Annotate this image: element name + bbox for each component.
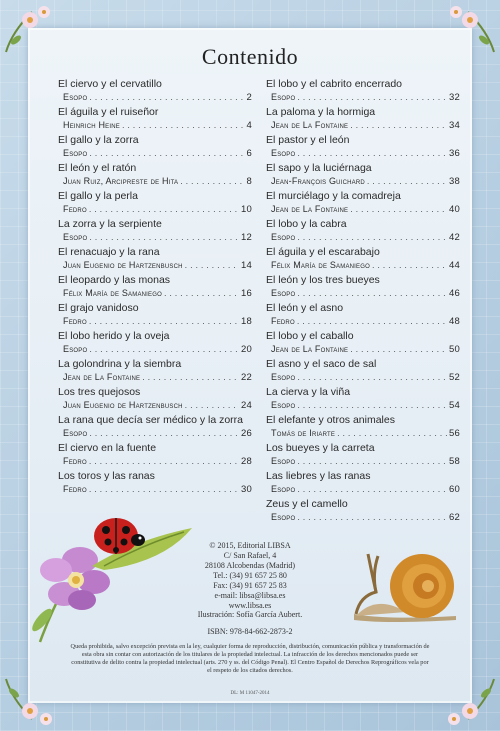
toc-entry-author-line (58, 91, 252, 104)
toc-entry[interactable] (266, 386, 460, 414)
toc-entry-page: 62 (449, 512, 460, 523)
toc-entry-author-line (266, 175, 460, 188)
toc-entry-author: Fedro (63, 456, 87, 466)
toc-entry-author: Esopo (271, 484, 296, 494)
toc-column-left (58, 78, 252, 498)
toc-entry-title: El águila y el escarabajo (266, 246, 380, 258)
toc-entry-page: 2 (246, 92, 252, 103)
dot-leader (297, 315, 447, 328)
toc-entry-page: 60 (449, 484, 460, 495)
toc-entry-author: Fedro (271, 316, 295, 326)
toc-entry-author-line (266, 203, 460, 216)
toc-entry-page: 54 (449, 400, 460, 411)
toc-entry-author: Jean de La Fontaine (271, 120, 349, 130)
dot-leader (122, 119, 245, 132)
toc-entry-title: El lobo y el cabrito encerrado (266, 78, 402, 90)
toc-entry-page: 46 (449, 288, 460, 299)
toc-entry-author-line (58, 371, 252, 384)
toc-entry-title: El asno y el saco de sal (266, 358, 377, 370)
toc-entry[interactable] (58, 470, 252, 498)
dot-leader (297, 483, 447, 496)
toc-entry[interactable] (266, 498, 460, 526)
toc-entry-author: Esopo (63, 232, 88, 242)
snail-illustration (346, 534, 466, 624)
toc-entry-page: 28 (241, 456, 252, 467)
legal-notice: Queda prohibida, salvo excepción prevista en la ley, cualquier forma de reproducción, distribución, comunicación pública y transformación de esta obra sin contar con autorización de los titulares de la propiedad intelectual. La infracción de los derechos mencionados puede ser constitutiva de delito contra la propiedad intelectual (arts. 270 y ss. del Código Penal). El Centro Español de Derechos Reprográficos vela por el respeto de los citados derechos. (70, 643, 430, 674)
dot-leader (350, 343, 447, 356)
toc-entry-author-line (266, 399, 460, 412)
imprint-line: 28108 Alcobendas (Madrid) (204, 561, 296, 570)
dot-leader (89, 483, 239, 496)
toc-entry-page: 38 (449, 176, 460, 187)
toc-entry-page: 42 (449, 232, 460, 243)
toc-entry-title: La rana que decía ser médico y la zorra (58, 414, 244, 426)
toc-entry-author-line (266, 259, 460, 272)
toc-entry-title: El ciervo en la fuente (58, 442, 157, 454)
dot-leader (297, 147, 447, 160)
dot-leader (185, 259, 239, 272)
dot-leader (89, 147, 244, 160)
imprint-line: Tel.: (34) 91 657 25 80 (213, 571, 287, 580)
toc-entry-author-line (266, 483, 460, 496)
toc-entry-author: Esopo (271, 288, 296, 298)
toc-entry-author-line (58, 259, 252, 272)
toc-entry-page: 16 (241, 288, 252, 299)
toc-entry[interactable] (58, 162, 252, 190)
toc-entry-title: La cierva y la viña (266, 386, 351, 398)
toc-entry-page: 30 (241, 484, 252, 495)
toc-entry[interactable] (266, 218, 460, 246)
toc-entry-title: El gallo y la zorra (58, 134, 139, 146)
toc-entry-title: El león y el ratón (58, 162, 137, 174)
dot-leader (89, 315, 239, 328)
toc-entry-title: El león y el asno (266, 302, 344, 314)
toc-entry-author: Jean de La Fontaine (271, 344, 349, 354)
toc-entry-author-line (58, 203, 252, 216)
toc-entry-author-line (58, 483, 252, 496)
toc-entry-author-line (266, 455, 460, 468)
toc-entry[interactable] (58, 274, 252, 302)
toc-entry-author-line (266, 511, 460, 524)
dot-leader (367, 175, 447, 188)
dot-leader (164, 287, 239, 300)
toc-entry-author-line (58, 315, 252, 328)
toc-entry[interactable] (58, 442, 252, 470)
toc-entry-page: 24 (241, 400, 252, 411)
isbn: ISBN: 978-84-662-2873-2 (207, 627, 293, 636)
toc-entry-author: Jean de La Fontaine (271, 204, 349, 214)
toc-entry-title: La paloma y la hormiga (266, 106, 376, 118)
dot-leader (185, 399, 239, 412)
toc-entry-page: 56 (449, 428, 460, 439)
toc-entry-title: Zeus y el camello (266, 498, 348, 510)
toc-entry-author: Esopo (271, 92, 296, 102)
toc-entry-author-line (266, 371, 460, 384)
toc-entry[interactable] (266, 190, 460, 218)
toc-entry-page: 6 (246, 148, 252, 159)
dot-leader (89, 427, 239, 440)
toc-entry-page: 18 (241, 316, 252, 327)
toc-entry-author: Juan Ruiz, Arcipreste de Hita (63, 176, 179, 186)
toc-entry-author-line (266, 343, 460, 356)
toc-entry-title: El elefante y otros animales (266, 414, 395, 426)
toc-entry-title: La zorra y la serpiente (58, 218, 162, 230)
dot-leader (89, 343, 239, 356)
toc-entry-title: El murciélago y la comadreja (266, 190, 401, 202)
toc-entry-author-line (58, 231, 252, 244)
toc-entry-author: Esopo (271, 372, 296, 382)
toc-entry-author: Esopo (271, 456, 296, 466)
dot-leader (297, 231, 447, 244)
page-title: Contenido (201, 44, 299, 69)
toc-entry-page: 40 (449, 204, 460, 215)
dot-leader (297, 371, 447, 384)
toc-entry-author-line (58, 175, 252, 188)
toc-entry-page: 12 (241, 232, 252, 243)
toc-entry-author: Esopo (63, 428, 88, 438)
toc-entry[interactable] (58, 330, 252, 358)
dot-leader (297, 287, 447, 300)
toc-entry[interactable] (266, 162, 460, 190)
toc-entry-page: 8 (246, 176, 252, 187)
toc-entry[interactable] (266, 442, 460, 470)
toc-entry-author: Heinrich Heine (63, 120, 120, 130)
imprint-line: Fax: (34) 91 657 25 83 (213, 581, 287, 590)
toc-entry-author-line (58, 343, 252, 356)
toc-entry[interactable] (58, 134, 252, 162)
toc-entry[interactable] (266, 302, 460, 330)
toc-column-right (266, 78, 460, 526)
toc-entry-page: 48 (449, 316, 460, 327)
toc-entry[interactable] (58, 414, 252, 442)
toc-entry-author-line (266, 147, 460, 160)
toc-entry[interactable] (58, 246, 252, 274)
imprint-line: © 2015, Editorial LIBSA (209, 541, 291, 550)
toc-entry-page: 22 (241, 372, 252, 383)
toc-entry[interactable] (58, 302, 252, 330)
toc-entry-title: Las liebres y las ranas (266, 470, 371, 482)
toc-entry-author-line (58, 147, 252, 160)
toc-entry-page: 58 (449, 456, 460, 467)
toc-entry[interactable] (58, 106, 252, 134)
dot-leader (297, 511, 447, 524)
toc-entry-author-line (266, 91, 460, 104)
toc-entry[interactable] (266, 470, 460, 498)
dot-leader (180, 175, 244, 188)
dot-leader (297, 455, 447, 468)
toc-entry-page: 32 (449, 92, 460, 103)
toc-entry-title: El lobo y el caballo (266, 330, 354, 342)
toc-entry-author-line (266, 231, 460, 244)
toc-entry-title: El lobo herido y la oveja (58, 330, 170, 342)
toc-entry-author: Esopo (271, 512, 296, 522)
toc-entry[interactable] (266, 134, 460, 162)
toc-entry[interactable] (266, 78, 460, 106)
dot-leader (89, 91, 244, 104)
toc-entry-page: 4 (246, 120, 252, 131)
floral-corner-icon (2, 675, 56, 729)
dot-leader (350, 203, 447, 216)
toc-entry-title: El lobo y la cabra (266, 218, 347, 230)
imprint-line: C/ San Rafael, 4 (223, 551, 277, 560)
toc-entry-author: Fedro (63, 316, 87, 326)
toc-entry-author: Juan Eugenio de Hartzenbusch (63, 260, 183, 270)
dot-leader (372, 259, 447, 272)
toc-entry[interactable] (266, 358, 460, 386)
toc-entry-author: Esopo (63, 344, 88, 354)
toc-entry[interactable] (266, 246, 460, 274)
toc-entry-author: Esopo (63, 148, 88, 158)
imprint-website: www.libsa.es (228, 601, 272, 610)
dot-leader (89, 455, 239, 468)
floral-corner-icon (444, 675, 498, 729)
toc-entry-title: El grajo vanidoso (58, 302, 139, 314)
toc-entry-title: El pastor y el león (266, 134, 350, 146)
dot-leader (297, 91, 447, 104)
toc-entry-author: Jean de La Fontaine (63, 372, 141, 382)
toc-entry-title: El renacuajo y la rana (58, 246, 160, 258)
toc-entry-author-line (58, 399, 252, 412)
toc-entry-author: Félix María de Samaniego (271, 260, 370, 270)
toc-entry-author: Esopo (63, 92, 88, 102)
toc-entry-author-line (58, 119, 252, 132)
toc-entry[interactable] (58, 78, 252, 106)
toc-entry-author: Fedro (63, 204, 87, 214)
toc-entry-title: El leopardo y las monas (58, 274, 171, 286)
toc-entry-page: 50 (449, 344, 460, 355)
toc-entry-title: Los toros y las ranas (58, 470, 155, 482)
dot-leader (337, 427, 447, 440)
toc-entry-page: 52 (449, 372, 460, 383)
toc-entry[interactable] (266, 414, 460, 442)
toc-entry-author: Esopo (271, 148, 296, 158)
toc-entry-title: El sapo y la luciérnaga (266, 162, 372, 174)
dot-leader (142, 371, 239, 384)
toc-entry-author: Fedro (63, 484, 87, 494)
toc-entry-author-line (266, 427, 460, 440)
dot-leader (350, 119, 447, 132)
legal-deposit-number: DL: M 11047-2014 (230, 691, 270, 696)
toc-entry-author-line (58, 427, 252, 440)
toc-entry-author: Esopo (271, 400, 296, 410)
toc-entry-title: La golondrina y la siembra (58, 358, 182, 370)
toc-entry[interactable] (58, 190, 252, 218)
toc-entry[interactable] (58, 218, 252, 246)
toc-entry-title: El gallo y la perla (58, 190, 138, 202)
toc-entry-author: Tomás de Iriarte (271, 428, 336, 438)
toc-entry-page: 44 (449, 260, 460, 271)
dot-leader (297, 399, 447, 412)
toc-entry-author: Jean-François Guichard (271, 176, 365, 186)
toc-entry-title: Los tres quejosos (58, 386, 141, 398)
toc-entry-page: 14 (241, 260, 252, 271)
toc-entry[interactable] (266, 274, 460, 302)
toc-entry-author: Juan Eugenio de Hartzenbusch (63, 400, 183, 410)
toc-entry-title: El ciervo y el cervatillo (58, 78, 162, 90)
toc-entry[interactable] (58, 358, 252, 386)
toc-entry[interactable] (266, 330, 460, 358)
toc-entry-page: 10 (241, 204, 252, 215)
toc-entry-author-line (58, 287, 252, 300)
toc-entry[interactable] (266, 106, 460, 134)
toc-entry-page: 20 (241, 344, 252, 355)
dot-leader (89, 231, 239, 244)
imprint-email: e-mail: libsa@libsa.es (214, 591, 286, 600)
toc-entry-title: El águila y el ruiseñor (58, 106, 159, 118)
toc-entry-author-line (58, 455, 252, 468)
toc-entry-page: 34 (449, 120, 460, 131)
toc-entry-author-line (266, 287, 460, 300)
toc-entry-title: Los bueyes y la carreta (266, 442, 375, 454)
toc-entry-title: El león y los tres bueyes (266, 274, 380, 286)
toc-entry-page: 26 (241, 428, 252, 439)
toc-entry-author: Esopo (271, 232, 296, 242)
toc-entry-author-line (266, 119, 460, 132)
toc-entry-page: 36 (449, 148, 460, 159)
dot-leader (89, 203, 239, 216)
toc-entry-author: Félix María de Samaniego (63, 288, 162, 298)
toc-entry[interactable] (58, 386, 252, 414)
imprint-block (150, 541, 350, 611)
toc-entry-author-line (266, 315, 460, 328)
illustration-credit: Ilustración: Sofía García Aubert. (197, 610, 303, 619)
